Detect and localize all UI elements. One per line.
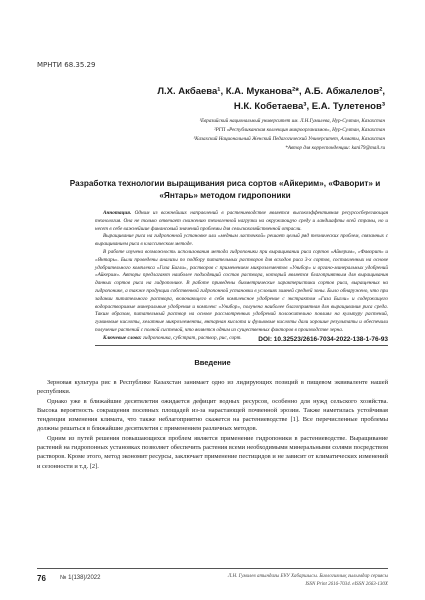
body-paragraph-2: Однако уже в ближайшие десятилетия ожидается дефицит водных ресурсов, особенно для нужд сельского хозяйства. Высока вероятность сокращения посевных площадей из-за нарастающей почвенной эрозии. Также наметилась устойчивая тенденция изменения климата, что также неблагоприятно скажется на растениеводстве [1]. Все перечисленные проблемы должны решаться в ближайшие десятилетия с применением различных методов. bbox=[37, 397, 388, 433]
journal-name: Л.Н. Гумилев атындағы ЕҰУ Хабаршысы. Биологиялық ғылымдар сериясы bbox=[227, 574, 388, 579]
abstract-divider bbox=[95, 345, 388, 346]
issue-number: № 1(138)/2022 bbox=[60, 575, 101, 581]
journal-issn: ISSN Print 2616-7034. eISSN 2663-130X bbox=[305, 581, 388, 587]
mrnti-code: МРНТИ 68.35.29 bbox=[37, 61, 96, 69]
corresponding-author: *Автор для корреспонденции: kani79@mail.ru bbox=[285, 145, 385, 151]
abstract-label: Аннотация. bbox=[103, 210, 132, 216]
abstract-text-1: Одним из важнейших направлений в растениеводстве является высокоэффективная ресурсосберегающая технология. Она не только отвечает снижению техногенной нагрузки на окружающую среду и ландшафты всей страны, но и несет в себе важнейшие финансовый значений проблемы для сельскохозяйственной отрасли. bbox=[95, 210, 388, 232]
page-number: 76 bbox=[37, 574, 46, 583]
abstract-paragraph-3: В работе изучена возможность использования метода гидропоники при выращивании риса сортов «Айкерим», «Фаворит» и «Янтарь». Были проведены анализы по подбору питательных растворов для всходов риса 3-х сортов, составленных на основе удобрительного комплекса «Гиза Бигли», растворов с применением микроэлементов «Унибор» и органо-минеральных удобрений «Айкерим». Авторы предлагают наиболее подходящий состав раствора, который является благоприятным для выращивания данных сортов риса на гидропонике. В работе приведены биометрические характеристики сортов риса, выращенных на гидропонике, а также продукции собственной гидропонной установки в условиях зимней средней зоны. Было обнаружено, что при задании питательного раствора, включающего в себя комплексное удобрение с экстрактом «Гиза Бигли» и содержащего водорастворимые минеральные удобрения и комплекс «Унибор», получена наиболее благоприятная для выращивания риса среда. Таким образом, питательный раствор на основе рассмотренных удобрений положительно повлиял на культуру растений, гуминовые кислоты, хелатные микроэлементы, янтарная кислота и фульвовые кислоты дали хорошие результаты и обеспечили получение растений с полной системой, что является одним из существенных факторов в производстве зерна. bbox=[95, 248, 388, 333]
journal-info bbox=[168, 573, 388, 588]
authors-line-2: Н.К. Кобетаева³, Е.А. Тулетенов³ bbox=[233, 101, 385, 112]
affiliation-2: ²РГП «Республиканская коллекция микроорганизмов», Нур-Султан, Казахстан bbox=[214, 127, 385, 133]
affiliations-block bbox=[45, 117, 385, 153]
affiliation-3: ³Казахский Национальный Женский Педагогический Университет, Алматы, Казахстан bbox=[193, 136, 385, 142]
body-paragraph-1: Зерновая культура рис в Республике Казахстан занимает одно из лидирующих позиций в пищевом эквиваленте нашей республики. bbox=[37, 379, 388, 396]
abstract bbox=[95, 210, 388, 343]
introduction-heading: Введение bbox=[194, 358, 231, 367]
body-text bbox=[37, 378, 388, 471]
abstract-paragraph-1 bbox=[95, 210, 388, 233]
authors-block bbox=[85, 84, 385, 114]
affiliation-1: ¹Евразийский национальный университет им. Л.Н.Гумилева, Нур-Султан, Казахстан bbox=[199, 118, 385, 124]
doi-link[interactable]: DOI: 10.32523/2616-7034-2022-138-1-76-93 bbox=[258, 336, 388, 343]
footer-divider bbox=[37, 568, 388, 569]
keywords-text: гидропоника, субстрат, раствор, рис, сорт. bbox=[141, 334, 242, 341]
body-paragraph-3: Одним из путей решения повышающихся проблем является применение гидропоники в растениеводстве. Выращивание растений на гидропонных установках позволяет обеспечить растения всеми необходимыми минеральными солями посредством растворов. Кроме этого, метод экономит ресурсы, заключает применение пестицидов и не зависит от климатических изменений и сезонности и т.д. [2]. bbox=[37, 434, 388, 470]
title-line-2: «Янтарь» методом гидропоники bbox=[159, 191, 291, 200]
abstract-paragraph-2: Выращивание риса на гидропонной установке или «медным ласточкой» решает целый ряд технических проблем, связанных с выращиванием риса в классическом методе. bbox=[95, 233, 388, 248]
authors-line-1: Л.Х. Акбаева¹, К.А. Муканова²*, А.Б. Абжалелов², bbox=[157, 86, 385, 97]
article-title bbox=[60, 178, 390, 202]
title-line-1: Разработка технологии выращивания риса сортов «Айкерим», «Фаворит» и bbox=[69, 179, 381, 188]
keywords-label: Ключевые слова: bbox=[103, 334, 142, 341]
